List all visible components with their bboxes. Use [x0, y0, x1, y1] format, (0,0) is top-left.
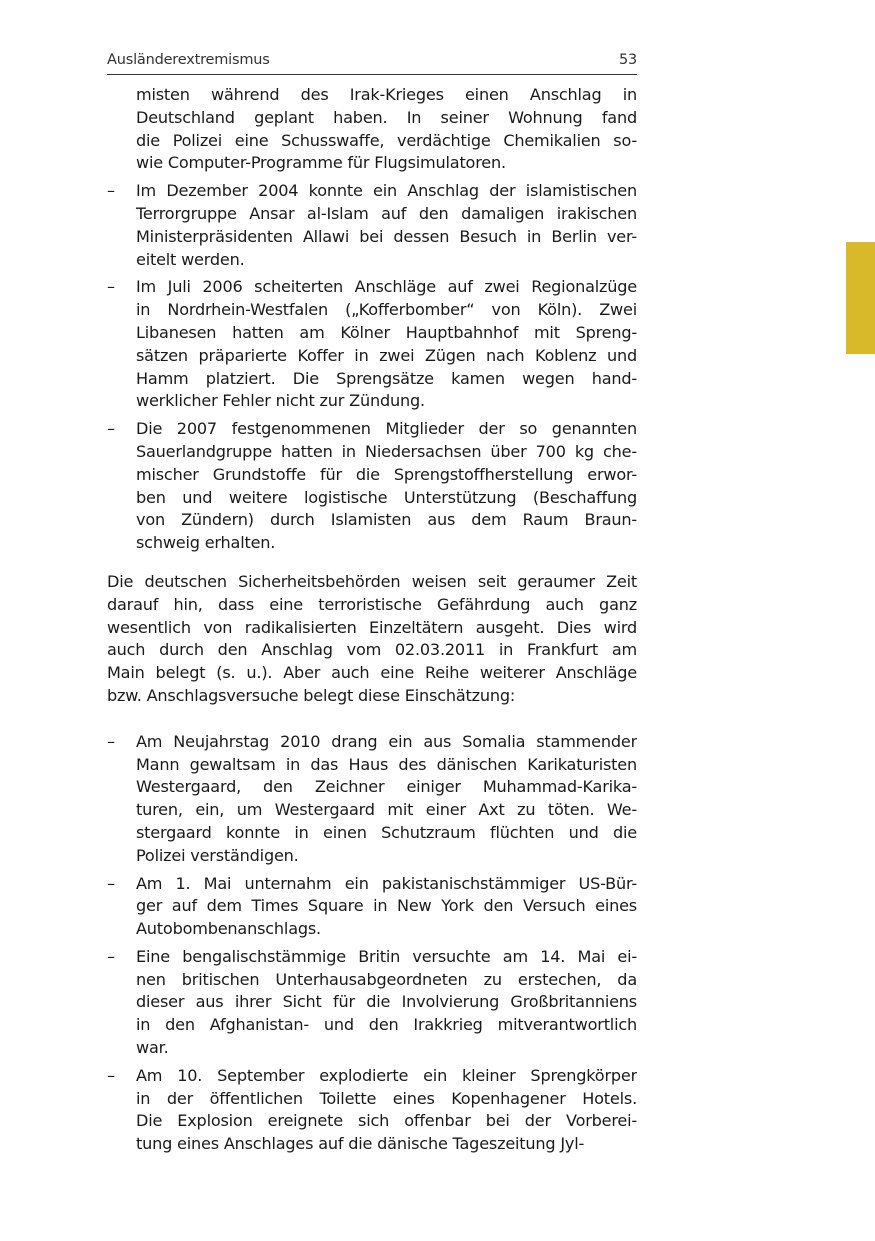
text-line: eitelt werden.: [136, 249, 245, 269]
text-line: dieser aus ihrer Sicht für die Involvierung Großbritanniens: [136, 992, 637, 1012]
paragraph: [107, 571, 637, 708]
text-line: Main belegt (s. u.). Aber auch eine Reihe weiterer Anschläge: [107, 663, 637, 683]
text-line: stergaard konnte in einen Schutzraum flüchten und die: [136, 822, 637, 842]
text-line: Autobombenanschlags.: [136, 919, 321, 939]
text-line: Libanesen hatten am Kölner Hauptbahnhof mit Spreng-: [136, 322, 637, 342]
list-item: [107, 180, 637, 271]
list-dash: –: [107, 873, 115, 893]
list-item: [107, 946, 637, 1060]
text-line: tung eines Anschlages auf die dänische Tageszeitung Jyl-: [136, 1134, 585, 1154]
text-line: Westergaard, den Zeichner einiger Muhammad-Karika-: [136, 777, 637, 797]
text-line: Deutschland geplant haben. In seiner Wohnung fand: [136, 107, 637, 127]
text-line: wesentlich von radikalisierten Einzeltätern ausgeht. Dies wird: [107, 617, 637, 637]
text-line: in den Afghanistan- und den Irakkrieg mitverantwortlich: [136, 1015, 637, 1035]
text-line: Am 1. Mai unternahm ein pakistanischstämmiger US-Bür-: [136, 873, 637, 893]
text-line: Polizei verständigen.: [136, 845, 299, 865]
list-item: [107, 418, 637, 555]
text-line: Sauerlandgruppe hatten in Niedersachsen über 700 kg che-: [136, 441, 637, 461]
text-line: Ministerpräsidenten Allawi bei dessen Besuch in Berlin ver-: [136, 226, 637, 246]
list-dash: –: [107, 731, 115, 751]
text-line: Am Neujahrstag 2010 drang ein aus Somalia stammender: [136, 731, 637, 751]
attack-list-2: [107, 731, 637, 1156]
chapter-thumb-tab: [846, 242, 875, 354]
text-line: sätzen präparierte Koffer in zwei Zügen nach Koblenz und: [136, 345, 637, 365]
running-title: Ausländerextremismus: [107, 52, 270, 68]
text-line: mischer Grundstoffe für die Sprengstoffherstellung erwor-: [136, 464, 637, 484]
text-line: Die 2007 festgenommenen Mitglieder der so genannten: [136, 419, 637, 439]
text-line: auch durch den Anschlag vom 02.03.2011 in Frankfurt am: [107, 640, 637, 660]
running-header: [107, 52, 637, 75]
text-line: Die Explosion ereignete sich offenbar bei der Vorberei-: [136, 1111, 637, 1131]
list-item: [107, 731, 637, 868]
text-line: war.: [136, 1038, 169, 1058]
text-line: schweig erhalten.: [136, 533, 276, 553]
text-line: Im Juli 2006 scheiterten Anschläge auf zwei Regionalzüge: [136, 277, 637, 297]
list-item: [107, 1065, 637, 1156]
text-line: Eine bengalischstämmige Britin versuchte am 14. Mai ei-: [136, 946, 637, 966]
text-line: nen britischen Unterhausabgeordneten zu erstechen, da: [136, 969, 637, 989]
text-line: Mann gewaltsam in das Haus des dänischen Karikaturisten: [136, 754, 637, 774]
text-line: in Nordrhein-Westfalen („Kofferbomber“ von Köln). Zwei: [136, 300, 637, 320]
list-dash: –: [107, 181, 115, 201]
list-dash: –: [107, 1065, 115, 1085]
text-line: turen, ein, um Westergaard mit einer Axt zu töten. We-: [136, 800, 637, 820]
list-item: [107, 84, 637, 175]
text-line: ben und weitere logistische Unterstützung (Beschaffung: [136, 487, 637, 507]
body-text: [107, 84, 637, 1156]
text-line: Terrorgruppe Ansar al-Islam auf den damaligen irakischen: [136, 203, 637, 223]
text-line: Hamm platziert. Die Sprengsätze kamen wegen hand-: [136, 368, 637, 388]
list-dash: –: [107, 946, 115, 966]
page-number: 53: [618, 52, 637, 68]
text-line: werklicher Fehler nicht zur Zündung.: [136, 391, 425, 411]
text-line: in der öffentlichen Toilette eines Kopenhagener Hotels.: [136, 1088, 637, 1108]
text-line: ger auf dem Times Square in New York den Versuch eines: [136, 896, 637, 916]
text-line: Die deutschen Sicherheitsbehörden weisen seit geraumer Zeit: [107, 571, 637, 591]
text-line: von Zündern) durch Islamisten aus dem Raum Braun-: [136, 510, 637, 530]
text-line: wie Computer-Programme für Flugsimulatoren.: [136, 153, 506, 173]
text-line: darauf hin, dass eine terroristische Gefährdung auch ganz: [107, 594, 637, 614]
text-line: misten während des Irak-Krieges einen Anschlag in: [136, 85, 637, 104]
list-item: [107, 873, 637, 941]
list-dash: –: [107, 419, 115, 439]
text-line: Im Dezember 2004 konnte ein Anschlag der islamistischen: [136, 181, 637, 201]
text-line: die Polizei eine Schusswaffe, verdächtige Chemikalien so-: [136, 130, 637, 150]
text-line: Am 10. September explodierte ein kleiner Sprengkörper: [136, 1065, 637, 1085]
attack-list-1: [107, 84, 637, 555]
list-dash: –: [107, 277, 115, 297]
text-line: bzw. Anschlagsversuche belegt diese Einschätzung:: [107, 685, 516, 705]
list-item: [107, 276, 637, 413]
